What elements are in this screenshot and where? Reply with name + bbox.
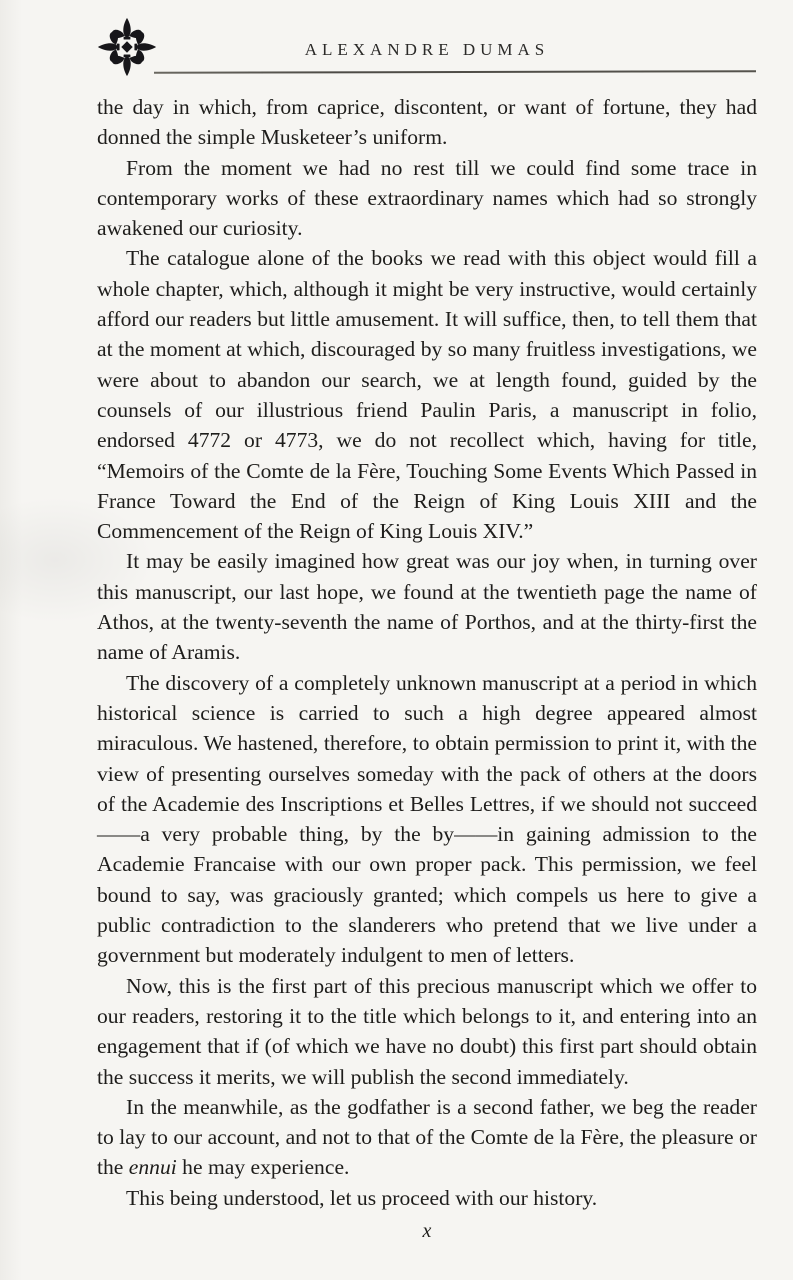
paragraph: Now, this is the first part of this precious manuscript which we offer to our readers, restoring it to the title which belongs to it, and entering into an engagement that if (of which we have no doubt) this first part should obtain the success it merits, we will publish the second immediately. — [97, 973, 757, 1089]
page-number: x — [422, 1220, 432, 1242]
paragraph: In the meanwhile, as the godfather is a second father, we beg the reader to lay to our account, and not to that of the Comte de la Fère, the pleasure or the ennui he may experience. — [97, 1094, 757, 1180]
paragraph: the day in which, from caprice, discontent, or want of fortune, they had donned the simple Musketeer’s uniform. — [97, 95, 757, 150]
paragraph: From the moment we had no rest till we could find some trace in contemporary works of these extraordinary names which had so strongly awakened our curiosity. — [97, 155, 757, 241]
paragraph: It may be easily imagined how great was our joy when, in turning over this manuscript, our last hope, we found at the twentieth page the name of Athos, at the twenty-seventh the name of Porthos, and at the thirty-first the name of Aramis. — [97, 549, 757, 665]
page-body — [97, 92, 757, 1213]
header-rule — [154, 70, 756, 74]
running-head-author: ALEXANDRE DUMAS — [304, 40, 550, 59]
paragraph: This being understood, let us proceed with our history. — [126, 1185, 598, 1210]
paragraph: The discovery of a completely unknown manuscript at a period in which historical science is carried to such a high degree appeared almost miraculous. We hastened, therefore, to obtain permission to print it, with the view of presenting ourselves someday with the pack of others at the doors of the Academie des Inscriptions et Belles Lettres, if we should not succeed——a very probable thing, by the by——in gaining admission to the Academie Francaise with our own proper pack. This permission, we feel bound to say, was graciously granted; which compels us here to give a public contradiction to the slanderers who pretend that we live under a government but moderately indulgent to men of letters. — [97, 670, 757, 968]
paragraph: The catalogue alone of the books we read with this object would fill a whole chapter, which, although it might be very instructive, would certainly afford our readers but little amusement. It will suffice, then, to tell them that at the moment at which, discouraged by so many fruitless investigations, we were about to abandon our search, we at length found, guided by the counsels of our illustrious friend Paulin Paris, a manuscript in folio, endorsed 4772 or 4773, we do not recollect which, having for title, “Memoirs of the Comte de la Fère, Touching Some Events Which Passed in France Toward the End of the Reign of King Louis XIII and the Commencement of the Reign of King Louis XIV.” — [97, 246, 757, 544]
page-footer — [97, 1220, 757, 1243]
